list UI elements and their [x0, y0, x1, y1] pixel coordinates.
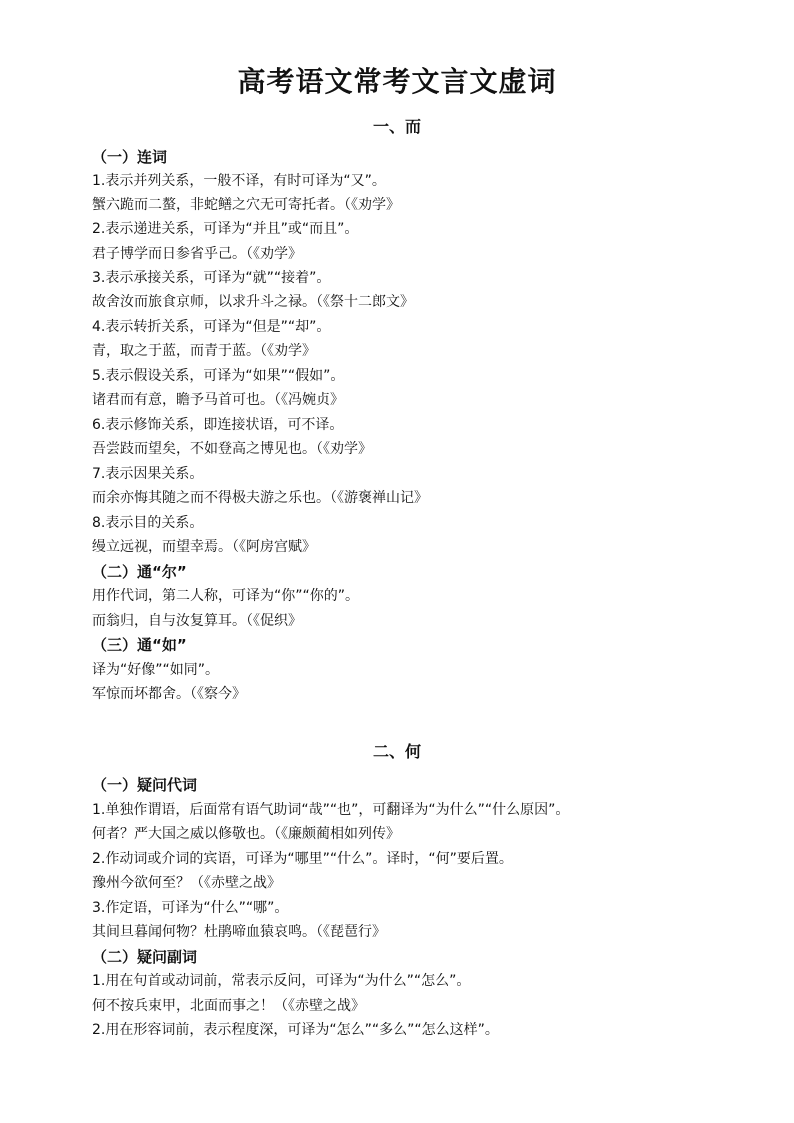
text-line: 5.表示假设关系，可译为“如果”“假如”。 — [92, 368, 345, 384]
subsection-heading: （一）疑问代词 — [92, 776, 198, 794]
subsection-heading: （三）通“如” — [92, 636, 187, 654]
example-line: 而余亦悔其随之而不得极夫游之乐也。（《游褒禅山记》 — [92, 490, 428, 506]
text-line: 6.表示修饰关系，即连接状语，可不译。 — [92, 417, 344, 433]
text-line: 用作代词，第二人称，可译为“你”“你的”。 — [92, 588, 360, 604]
text-line: 1.单独作谓语，后面常有语气助词“哉”“也”，可翻译为“为什么”“什么原因”。 — [92, 802, 570, 818]
text-line: 1.表示并列关系，一般不译，有时可译为“又”。 — [92, 173, 386, 189]
example-line: 君子博学而日参省乎己。（《劝学》 — [92, 246, 302, 262]
document-title: 高考语文常考文言文虚词 — [237, 65, 557, 98]
example-line: 豫州今欲何至？（《赤壁之战》 — [92, 875, 281, 891]
subsection-heading: （一）连词 — [92, 148, 168, 166]
example-line: 军惊而坏都舍。（《察今》 — [92, 686, 246, 702]
text-line: 2.表示递进关系，可译为“并且”或“而且”。 — [92, 221, 359, 237]
text-line: 3.作定语，可译为“什么”“哪”。 — [92, 900, 289, 916]
text-line: 译为“好像”“如同”。 — [92, 662, 220, 678]
example-line: 何不按兵束甲，北面而事之！（《赤壁之战》 — [92, 998, 365, 1014]
example-line: 其间旦暮闻何物？杜鹃啼血猿哀鸣。（《琵琶行》 — [92, 924, 386, 940]
text-line: 2.用在形容词前，表示程度深，可译为“怎么”“多么”“怎么这样”。 — [92, 1022, 499, 1038]
example-line: 缦立远视，而望幸焉。（《阿房宫赋》 — [92, 539, 316, 555]
section-heading-he: 二、何 — [372, 742, 421, 761]
example-line: 何者？严大国之威以修敬也。（《廉颇蔺相如列传》 — [92, 826, 400, 842]
example-line: 而翁归，自与汝复算耳。（《促织》 — [92, 613, 302, 629]
subsection-heading: （二）疑问副词 — [92, 948, 198, 966]
subsection-heading: （二）通“尔” — [92, 563, 187, 581]
example-line: 吾尝跂而望矣，不如登高之博见也。（《劝学》 — [92, 441, 372, 457]
example-line: 青，取之于蓝，而青于蓝。（《劝学》 — [92, 343, 316, 359]
text-line: 4.表示转折关系，可译为“但是”“却”。 — [92, 319, 331, 335]
text-line: 7.表示因果关系。 — [92, 466, 204, 482]
example-line: 故舍汝而旅食京师，以求升斗之禄。（《祭十二郎文》 — [92, 294, 414, 310]
text-line: 2.作动词或介词的宾语，可译为“哪里”“什么”。译时，“何”要后置。 — [92, 851, 513, 867]
section-heading-er: 一、而 — [372, 117, 421, 136]
example-line: 蟹六跪而二螯，非蛇鳝之穴无可寄托者。（《劝学》 — [92, 197, 400, 213]
text-line: 8.表示目的关系。 — [92, 515, 204, 531]
text-line: 3.表示承接关系，可译为“就”“接着”。 — [92, 270, 331, 286]
example-line: 诸君而有意，瞻予马首可也。（《冯婉贞》 — [92, 392, 344, 408]
text-line: 1.用在句首或动词前，常表示反问，可译为“为什么”“怎么”。 — [92, 973, 471, 989]
